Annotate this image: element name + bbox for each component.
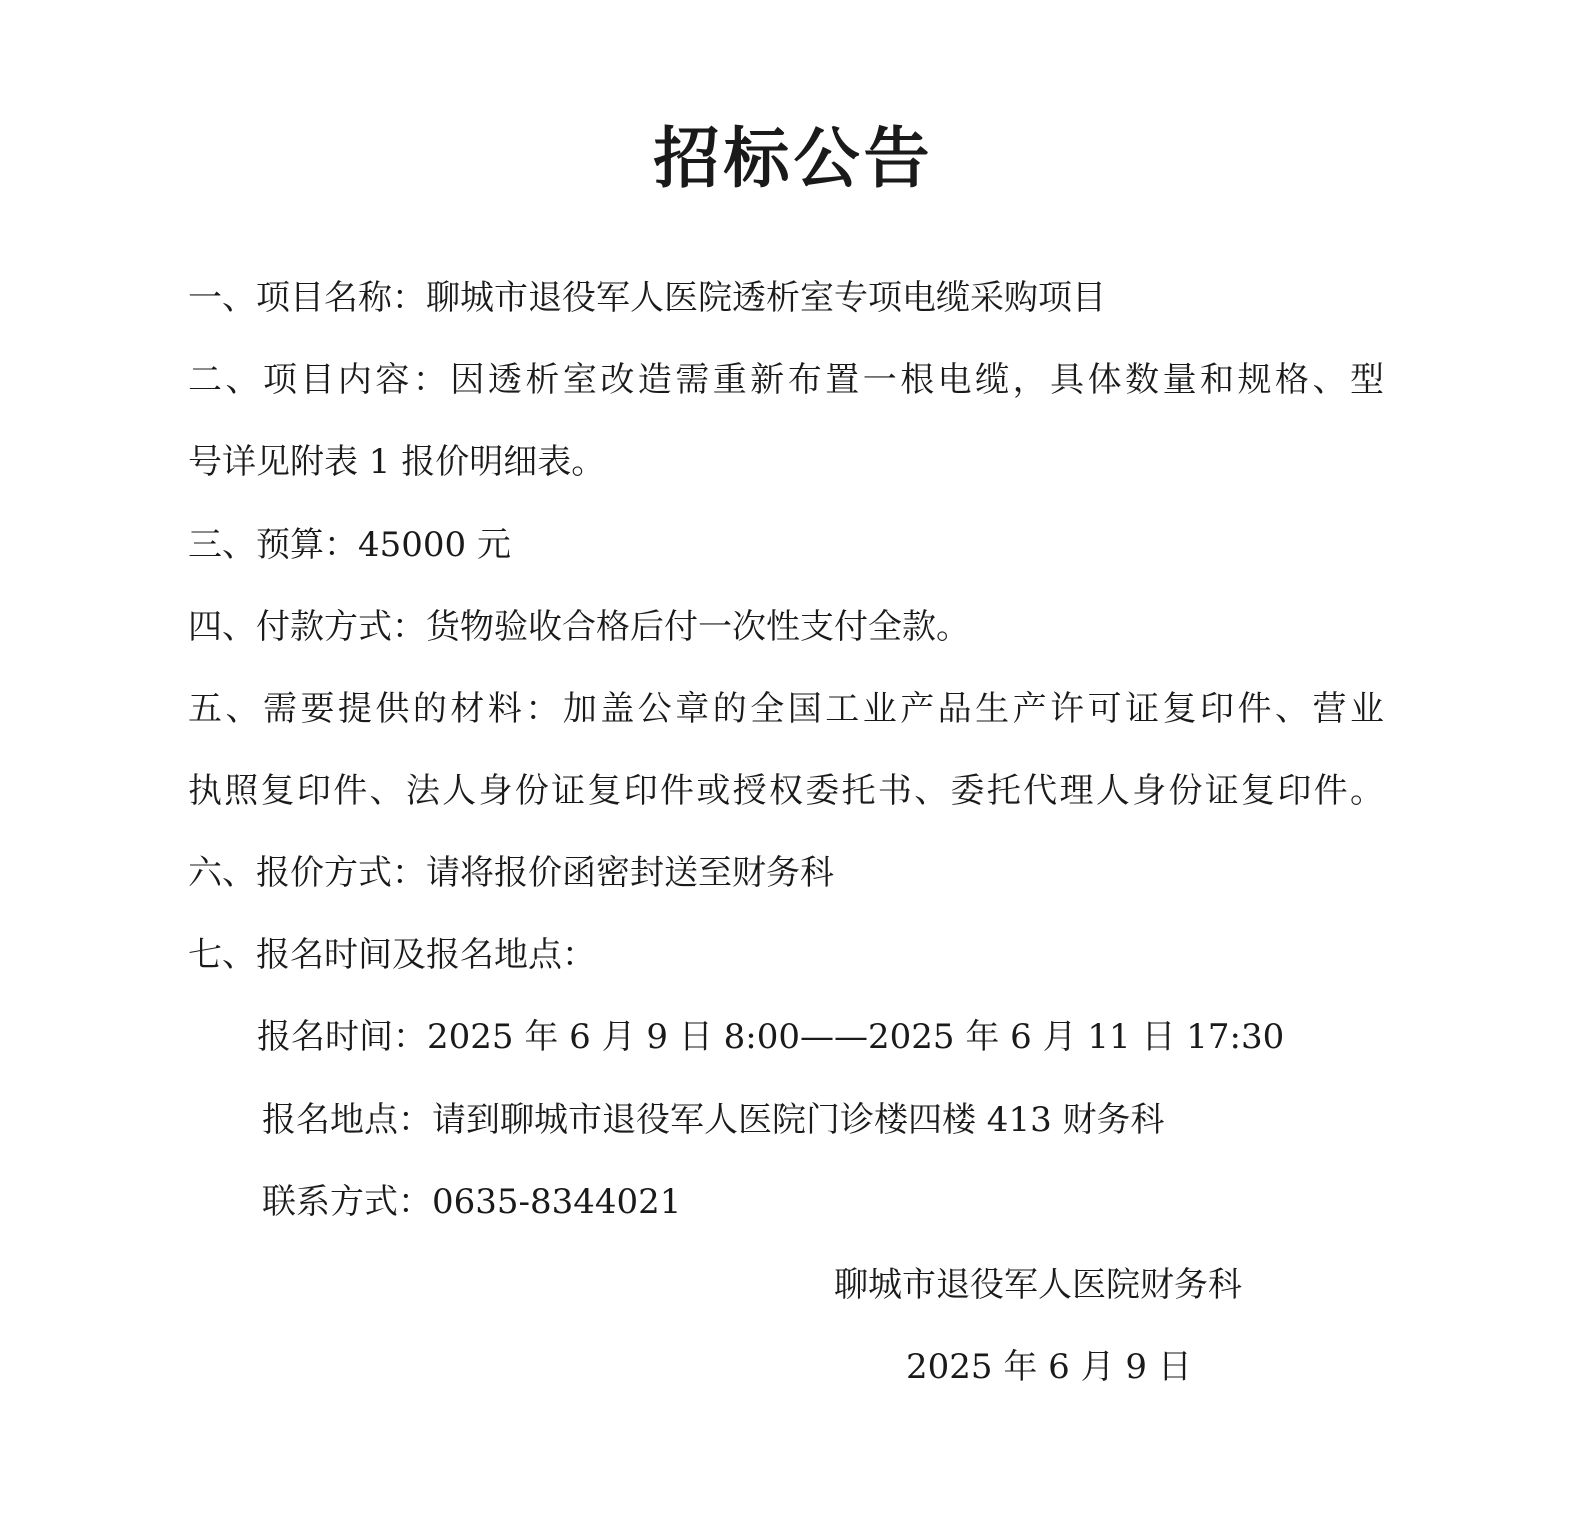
section-materials-line1: 五、需要提供的材料：加盖公章的全国工业产品生产许可证复印件、营业 [188, 689, 1384, 729]
section-budget: 三、预算：45000 元 [188, 525, 511, 565]
signature-org: 聊城市退役军人医院财务科 [834, 1265, 1242, 1305]
section-quote-method: 六、报价方式：请将报价函密封送至财务科 [188, 853, 834, 893]
registration-place: 报名地点：请到聊城市退役军人医院门诊楼四楼 413 财务科 [262, 1100, 1165, 1140]
registration-time: 报名时间：2025 年 6 月 9 日 8:00——2025 年 6 月 11 日 17:30 [257, 1017, 1285, 1057]
contact-info: 联系方式：0635-8344021 [262, 1182, 682, 1222]
section-materials-line2: 执照复印件、法人身份证复印件或授权委托书、委托代理人身份证复印件。 [188, 771, 1384, 811]
section-project-name: 一、项目名称：聊城市退役军人医院透析室专项电缆采购项目 [188, 278, 1106, 318]
announcement-title: 招标公告 [653, 119, 934, 197]
section-project-content-line1: 二、项目内容：因透析室改造需重新布置一根电缆，具体数量和规格、型 [188, 360, 1384, 400]
section-payment-method: 四、付款方式：货物验收合格后付一次性支付全款。 [188, 607, 970, 647]
section-registration-heading: 七、报名时间及报名地点： [188, 935, 596, 975]
signature-date: 2025 年 6 月 9 日 [906, 1347, 1192, 1387]
section-project-content-line2: 号详见附表 1 报价明细表。 [188, 442, 606, 482]
